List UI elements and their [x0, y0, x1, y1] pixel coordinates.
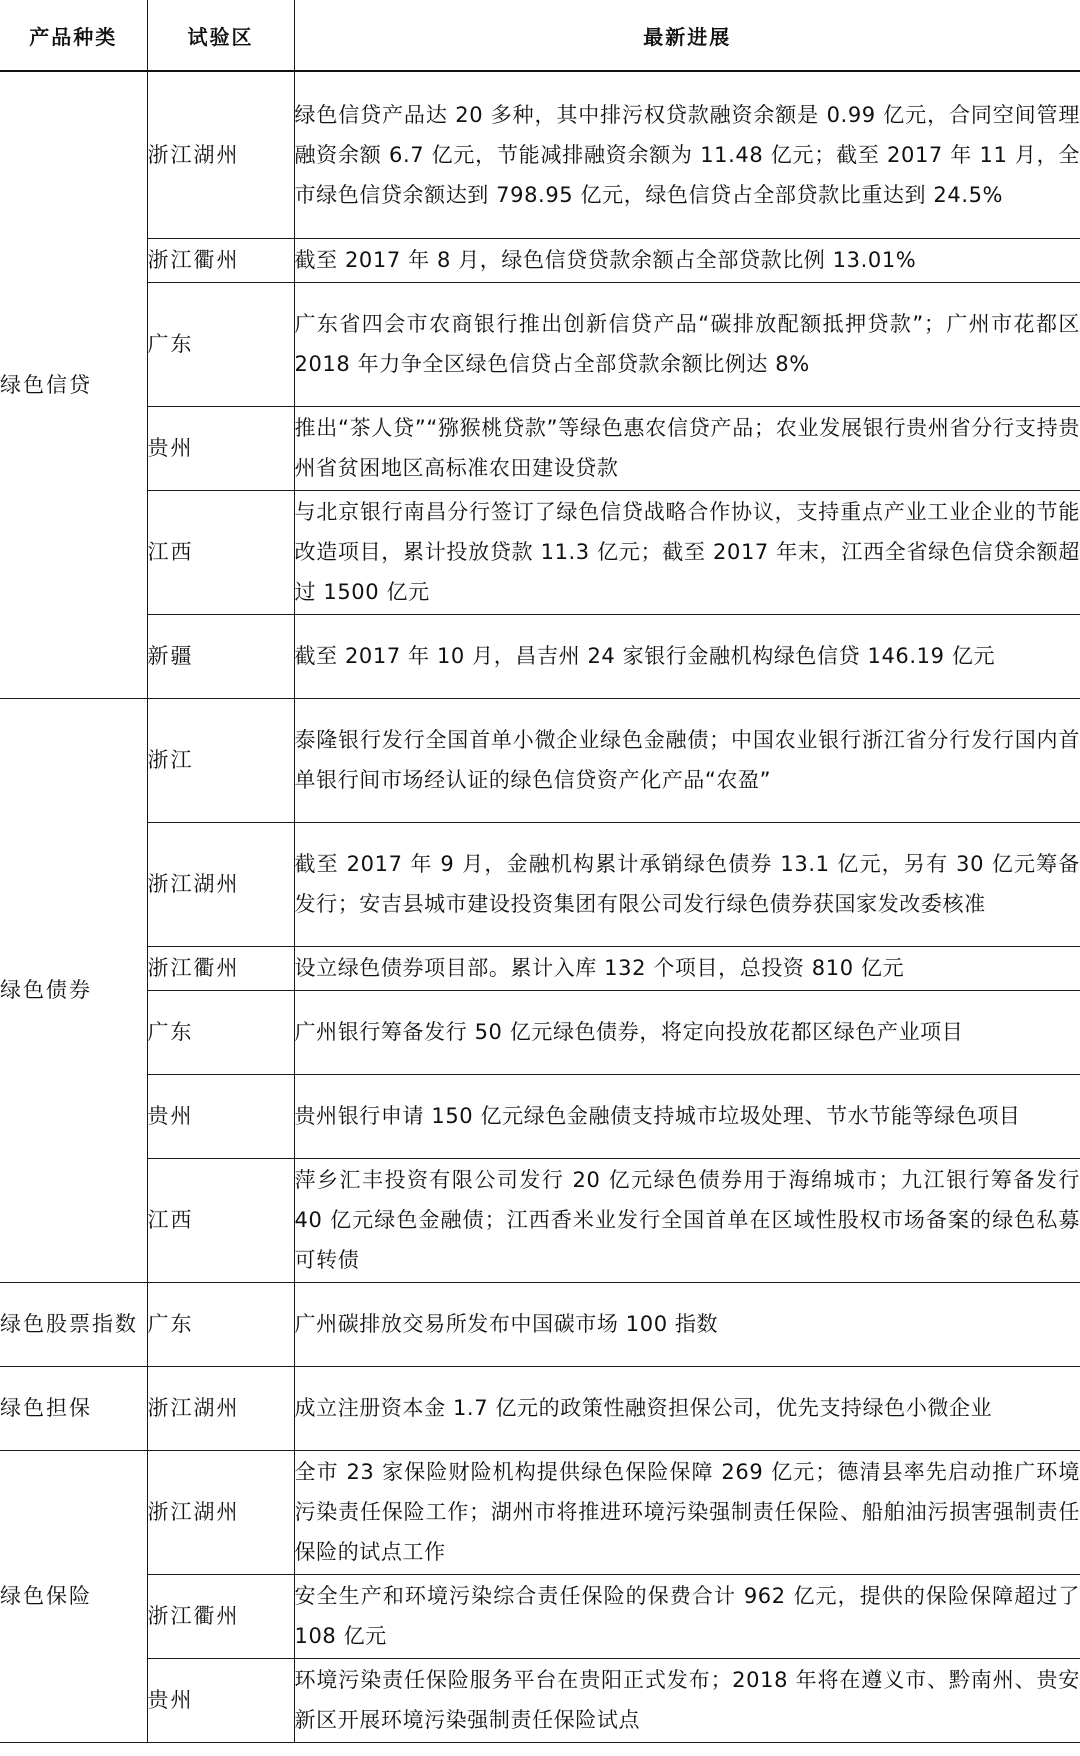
progress-cell: 环境污染责任保险服务平台在贵阳正式发布；2018 年将在遵义市、黔南州、贵安新区开展环境污染强制责任保险试点	[294, 1658, 1080, 1742]
table-row	[0, 822, 1080, 946]
table-row	[0, 490, 1080, 614]
table-row	[0, 238, 1080, 282]
region-cell: 贵州	[147, 1074, 294, 1158]
table-row	[0, 1574, 1080, 1658]
table-row	[0, 71, 1080, 238]
region-cell: 浙江衢州	[147, 238, 294, 282]
table-row	[0, 1074, 1080, 1158]
region-cell: 浙江湖州	[147, 822, 294, 946]
progress-cell: 广州碳排放交易所发布中国碳市场 100 指数	[294, 1282, 1080, 1366]
region-cell: 广东	[147, 1282, 294, 1366]
table-row	[0, 1282, 1080, 1366]
region-cell: 浙江	[147, 698, 294, 822]
table-row	[0, 990, 1080, 1074]
header-row	[0, 0, 1080, 71]
progress-cell: 萍乡汇丰投资有限公司发行 20 亿元绿色债券用于海绵城市；九江银行筹备发行 40 亿元绿色金融债；江西香米业发行全国首单在区域性股权市场备案的绿色私募可转债	[294, 1158, 1080, 1282]
table-row	[0, 698, 1080, 822]
table-row	[0, 282, 1080, 406]
progress-cell: 绿色信贷产品达 20 多种，其中排污权贷款融资余额是 0.99 亿元，合同空间管理融资余额 6.7 亿元，节能减排融资余额为 11.48 亿元；截至 2017 年 11 月，全市绿色信贷余额达到 798.95 亿元，绿色信贷占全部贷款比重达到 24.5%	[294, 71, 1080, 238]
region-cell: 广东	[147, 282, 294, 406]
progress-cell: 全市 23 家保险财险机构提供绿色保险保障 269 亿元；德清县率先启动推广环境污染责任保险工作；湖州市将推进环境污染强制责任保险、船舶油污损害强制责任保险的试点工作	[294, 1450, 1080, 1574]
progress-cell: 截至 2017 年 8 月，绿色信贷贷款余额占全部贷款比例 13.01%	[294, 238, 1080, 282]
header-product-type: 产品种类	[0, 0, 147, 71]
table-row	[0, 614, 1080, 698]
category-cell: 绿色股票指数	[0, 1282, 147, 1366]
progress-cell: 截至 2017 年 10 月，昌吉州 24 家银行金融机构绿色信贷 146.19 亿元	[294, 614, 1080, 698]
progress-cell: 成立注册资本金 1.7 亿元的政策性融资担保公司，优先支持绿色小微企业	[294, 1366, 1080, 1450]
table-row	[0, 1658, 1080, 1742]
region-cell: 浙江衢州	[147, 1574, 294, 1658]
region-cell: 浙江湖州	[147, 1366, 294, 1450]
category-cell: 绿色信贷	[0, 71, 147, 698]
progress-cell: 推出“茶人贷”“猕猴桃贷款”等绿色惠农信贷产品；农业发展银行贵州省分行支持贵州省贫困地区高标准农田建设贷款	[294, 406, 1080, 490]
progress-cell: 泰隆银行发行全国首单小微企业绿色金融债；中国农业银行浙江省分行发行国内首单银行间市场经认证的绿色信贷资产化产品“农盈”	[294, 698, 1080, 822]
region-cell: 江西	[147, 490, 294, 614]
progress-cell: 安全生产和环境污染综合责任保险的保费合计 962 亿元，提供的保险保障超过了 108 亿元	[294, 1574, 1080, 1658]
progress-cell: 与北京银行南昌分行签订了绿色信贷战略合作协议，支持重点产业工业企业的节能改造项目，累计投放贷款 11.3 亿元；截至 2017 年末，江西全省绿色信贷余额超过 1500 亿元	[294, 490, 1080, 614]
table-row	[0, 1158, 1080, 1282]
progress-cell: 广州银行筹备发行 50 亿元绿色债券，将定向投放花都区绿色产业项目	[294, 990, 1080, 1074]
progress-cell: 广东省四会市农商银行推出创新信贷产品“碳排放配额抵押贷款”；广州市花都区 2018 年力争全区绿色信贷占全部贷款余额比例达 8%	[294, 282, 1080, 406]
category-cell: 绿色担保	[0, 1366, 147, 1450]
header-pilot-zone: 试验区	[147, 0, 294, 71]
progress-cell: 贵州银行申请 150 亿元绿色金融债支持城市垃圾处理、节水节能等绿色项目	[294, 1074, 1080, 1158]
region-cell: 贵州	[147, 1658, 294, 1742]
table-body	[0, 71, 1080, 1742]
header-latest-progress: 最新进展	[294, 0, 1080, 71]
region-cell: 广东	[147, 990, 294, 1074]
region-cell: 贵州	[147, 406, 294, 490]
table-row	[0, 946, 1080, 990]
region-cell: 江西	[147, 1158, 294, 1282]
table-row	[0, 1450, 1080, 1574]
category-cell: 绿色债券	[0, 698, 147, 1282]
region-cell: 浙江衢州	[147, 946, 294, 990]
table-row	[0, 1366, 1080, 1450]
category-cell: 绿色保险	[0, 1450, 147, 1742]
region-cell: 新疆	[147, 614, 294, 698]
progress-cell: 截至 2017 年 9 月，金融机构累计承销绿色债券 13.1 亿元，另有 30 亿元筹备发行；安吉县城市建设投资集团有限公司发行绿色债券获国家发改委核准	[294, 822, 1080, 946]
region-cell: 浙江湖州	[147, 71, 294, 238]
table-row	[0, 406, 1080, 490]
table-header	[0, 0, 1080, 71]
progress-cell: 设立绿色债券项目部。累计入库 132 个项目，总投资 810 亿元	[294, 946, 1080, 990]
region-cell: 浙江湖州	[147, 1450, 294, 1574]
